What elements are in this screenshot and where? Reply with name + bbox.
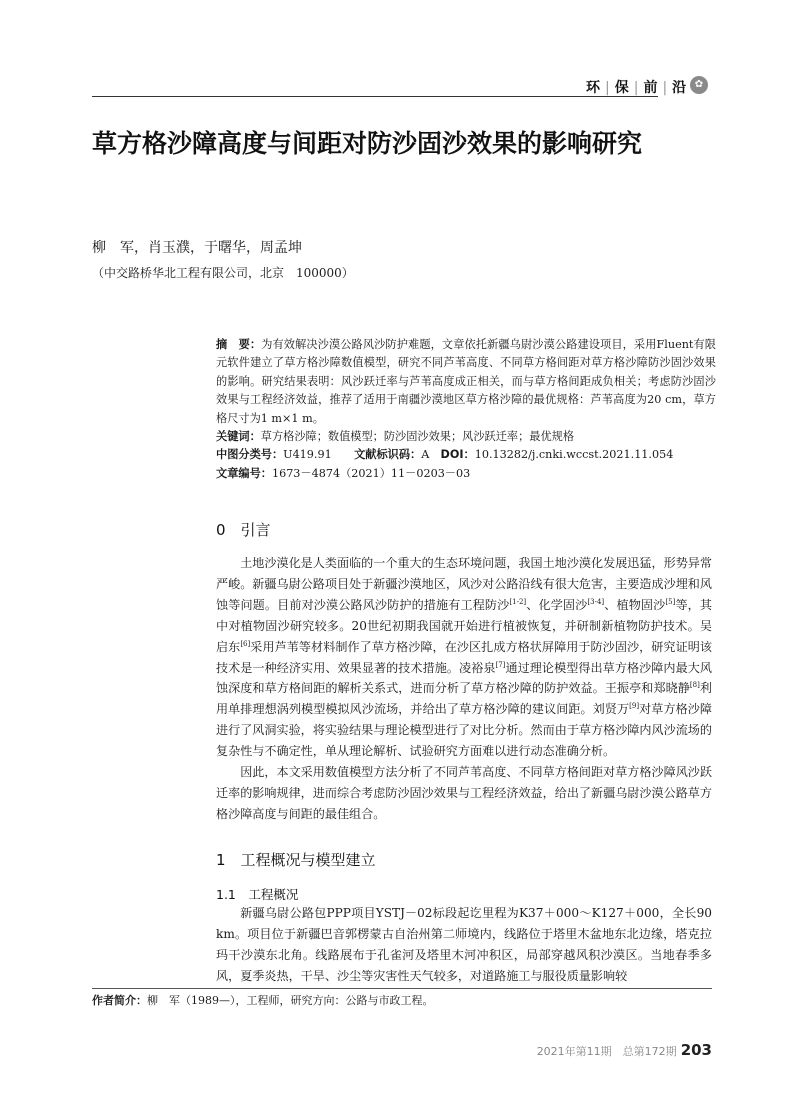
- clc-value: U419.91: [283, 448, 332, 462]
- subsection-heading: 1.1 工程概况: [216, 887, 299, 902]
- citation: [3-4]: [587, 597, 605, 606]
- text-run: 、植物固沙: [604, 597, 666, 612]
- paragraph: 因此，本文采用数值模型方法分析了不同芦苇高度、不同草方格间距对草方格沙障风沙跃迁率的影响规律，进而综合考虑防沙固沙效果与工程经济效益，给出了新疆乌尉沙漠公路草方格沙障高度与间距的最佳组合。: [216, 765, 712, 821]
- leaf-circle-icon: ✿: [690, 76, 708, 94]
- text-run: 通过理论模型得出草方格沙障内最大风蚀深度和草方格间距的解析关系式，进而分析了草方格沙障的防护效益。王振亭和郑晓静: [216, 660, 712, 696]
- citation: [7]: [495, 660, 506, 669]
- doi-value: 10.13282/j.cnki.wccst.2021.11.054: [474, 448, 674, 462]
- doc-code-label: 文献标识码：: [354, 448, 422, 462]
- issue-info: 2021年第11期 总第172期: [536, 1045, 677, 1058]
- keywords: [216, 428, 716, 446]
- text-run: 对草方格沙障进行了风洞实验，将实验结果与理论模型进行了对比分析。然而由于草方格沙障内风沙流场的复杂性与不确定性，单从理论解析、试验研究方面难以进行动态准确分析。: [216, 702, 712, 759]
- footnote-label: 作者简介：: [92, 994, 147, 1007]
- page-number: 203: [680, 1041, 712, 1059]
- article-no-value: 1673－4874（2021）11－0203－03: [271, 466, 471, 480]
- text-run: 等，其中对植物固沙研究较多。20世纪初期我国就开始进行植被恢复，并研制新植物防护技术。吴启东: [216, 597, 712, 654]
- abstract-label: 摘 要：: [216, 338, 262, 351]
- doi-label: DOI：: [440, 448, 475, 462]
- text-run: 采用芦苇等材料制作了草方格沙障，在沙区扎成方格状屏障用于防沙固沙，研究证明该技术是一种经济实用、效果显著的技术措施。凌裕泉: [216, 639, 712, 675]
- section-heading-project-overview: 1 工程概况与模型建立: [216, 851, 376, 869]
- affiliation: （中交路桥华北工程有限公司，北京 100000）: [92, 266, 354, 280]
- text-run: 利用单排理想涡列模型模拟风沙流场，并给出了草方格沙障的建议间距。刘贤万: [216, 681, 712, 717]
- introduction-body: [216, 553, 712, 825]
- citation: [5]: [665, 597, 676, 606]
- section-char: 保: [614, 80, 631, 96]
- section-heading-introduction: 0 引言: [216, 521, 271, 539]
- section-char: 沿: [672, 80, 689, 96]
- text-run: 土地沙漠化是人类面临的一个重大的生态环境问题，我国土地沙漠化发展迅猛，形势异常严峻。新疆乌尉公路项目处于新疆沙漠地区，风沙对公路沿线有很大危害，主要造成沙埋和风蚀等问题。目前对沙漠公路风沙防护的措施有工程防沙: [216, 556, 712, 612]
- article-number: [216, 465, 716, 483]
- paragraph: 新疆乌尉公路包PPP项目YSTJ－02标段起讫里程为K37＋000～K127＋000，全长90 km。项目位于新疆巴音郭楞蒙古自治州第二师境内，线路位于塔里木盆地东北边缘，塔克拉玛干沙漠东北角。线路展布于孔雀河及塔里木河冲积区，局部穿越风积沙漠区。当地春季多风，夏季炎热，干旱、沙尘等灾害性天气较多，对道路施工与服役质量影响较: [216, 906, 712, 983]
- abstract-block: [216, 336, 716, 483]
- text-run: 、化学固沙: [526, 597, 588, 612]
- project-overview-body: [216, 903, 712, 987]
- clc-label: 中图分类号：: [216, 448, 284, 462]
- citation: [8]: [689, 681, 700, 690]
- header-rule: [92, 96, 658, 97]
- abstract-text: 为有效解决沙漠公路风沙防护难题，文章依托新疆乌尉沙漠公路建设项目，采用Fluent有限元软件建立了草方格沙障数值模型，研究不同芦苇高度、不同草方格间距对草方格沙障防沙固沙效果的影响。研究结果表明：风沙跃迁率与芦苇高度成正相关，而与草方格间距成负相关；考虑防沙固沙效果与工程经济效益，推荐了适用于南疆沙漠地区草方格沙障的最优规格：芦苇高度为20 cm，草方格尺寸为1 m×1 m。: [216, 338, 716, 425]
- keywords-label: 关键词：: [216, 430, 261, 444]
- citation: [6]: [240, 639, 251, 648]
- paragraph: [216, 553, 712, 762]
- section-tag: 环 | 保 | 前 | 沿: [586, 80, 689, 96]
- authors: 柳 军，肖玉濮，于曙华，周孟坤: [92, 240, 302, 256]
- doc-code-value: A: [421, 448, 430, 462]
- classification-line: [216, 446, 716, 464]
- author-footnote: [92, 992, 434, 1008]
- section-char: 前: [643, 80, 660, 96]
- article-title: 草方格沙障高度与间距对防沙固沙效果的影响研究: [92, 129, 643, 158]
- article-no-label: 文章编号：: [216, 466, 272, 480]
- citation: [1-2]: [509, 597, 527, 606]
- footnote-text: 柳 军（1989—），工程师，研究方向：公路与市政工程。: [147, 994, 434, 1007]
- section-char: 环: [586, 80, 602, 96]
- keywords-text: 草方格沙障；数值模型；防沙固沙效果；风沙跃迁率；最优规格: [260, 430, 575, 444]
- footnote-rule: [92, 988, 712, 989]
- page-folio: [537, 1041, 712, 1059]
- citation: [9]: [629, 702, 640, 711]
- abstract: [216, 336, 716, 428]
